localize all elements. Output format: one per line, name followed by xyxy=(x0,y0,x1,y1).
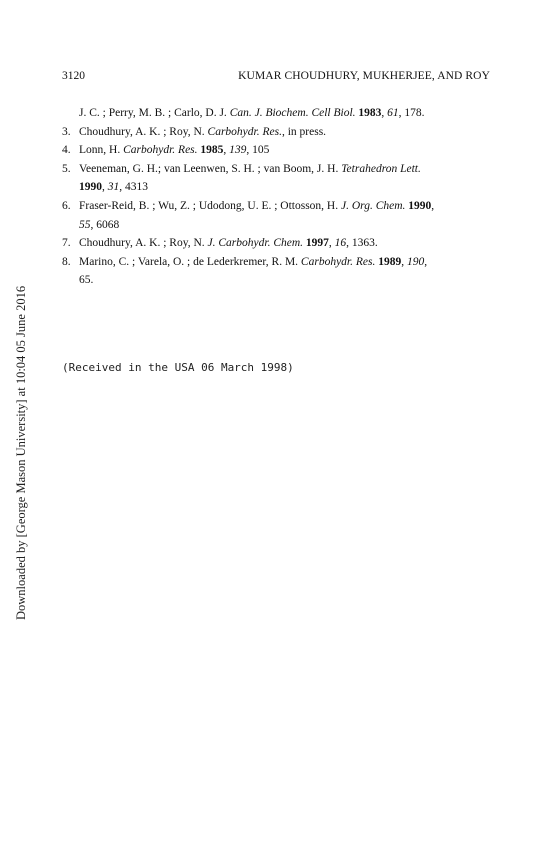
running-head-authors: KUMAR CHOUDHURY, MUKHERJEE, AND ROY xyxy=(238,70,490,82)
reference-number: 7. xyxy=(62,237,71,250)
reference-text: , xyxy=(401,255,407,268)
reference-text: 1983 xyxy=(358,107,382,119)
reference-text: Can. J. Biochem. Cell Biol. xyxy=(229,107,356,119)
reference-text: , in press. xyxy=(281,125,327,138)
reference-text: 55 xyxy=(79,218,91,231)
reference-text: 190 xyxy=(406,255,425,268)
reference-text: , xyxy=(102,181,108,194)
download-notice: Downloaded by [George Mason University] at 10:04 05 June 2016 xyxy=(14,285,28,620)
reference-number: 8. xyxy=(62,255,71,268)
reference-text: , xyxy=(431,199,435,212)
reference-text: , xyxy=(381,107,388,119)
reference-text: J. C. ; Perry, M. B. ; Carlo, D. J. xyxy=(79,107,230,119)
reference-text: Carbohydr. Res. xyxy=(207,125,282,138)
reference-text: , xyxy=(328,237,335,250)
reference-number: 5. xyxy=(62,162,71,175)
page-number: 3120 xyxy=(62,70,85,82)
reference-text: , 178. xyxy=(398,107,425,119)
reference-text: 65. xyxy=(79,274,94,287)
reference-number: 6. xyxy=(62,199,71,212)
reference-number: 4. xyxy=(62,144,71,157)
reference-text: 1985 xyxy=(200,144,224,157)
reference-line xyxy=(62,234,492,253)
reference-line xyxy=(62,216,492,235)
reference-text: Choudhury, A. K. ; Roy, N. xyxy=(79,125,208,138)
reference-text: , 4313 xyxy=(119,181,148,194)
reference-text: Veeneman, G. H.; van Leenwen, S. H. ; van Boom, J. H. xyxy=(79,162,342,175)
reference-line xyxy=(62,160,492,179)
reference-line xyxy=(62,253,492,272)
reference-text: , 105 xyxy=(246,144,270,157)
reference-text: 31 xyxy=(107,181,120,194)
reference-text: , xyxy=(223,144,230,157)
received-date: (Received in the USA 06 March 1998) xyxy=(62,361,294,374)
reference-line xyxy=(62,123,492,142)
reference-line xyxy=(62,141,492,160)
reference-text: 1990 xyxy=(408,199,432,212)
reference-text: J. Org. Chem. xyxy=(340,199,406,212)
reference-text: 16 xyxy=(334,237,347,250)
reference-text: 1997 xyxy=(305,237,329,250)
reference-text: , xyxy=(424,255,428,268)
reference-line xyxy=(62,178,492,197)
reference-text: Choudhury, A. K. ; Roy, N. xyxy=(79,237,208,250)
reference-number: 3. xyxy=(62,125,71,138)
reference-text: 1990 xyxy=(79,181,102,194)
reference-text: , 1363. xyxy=(346,237,378,250)
reference-line xyxy=(62,197,492,216)
reference-line xyxy=(62,104,492,123)
reference-text: Tetrahedron Lett. xyxy=(341,162,421,175)
reference-text: Lonn, H. xyxy=(79,144,124,157)
reference-text: 61 xyxy=(387,107,399,119)
reference-text: Fraser-Reid, B. ; Wu, Z. ; Udodong, U. E. ; Ottosson, H. xyxy=(79,199,341,212)
reference-text: , 6068 xyxy=(90,218,120,231)
reference-text: Carbohydr. Res. xyxy=(300,255,376,268)
reference-line xyxy=(62,271,492,290)
reference-text: 1989 xyxy=(378,255,402,268)
reference-list xyxy=(62,104,492,290)
reference-text: J. Carbohydr. Chem. xyxy=(207,237,304,250)
reference-text: Marino, C. ; Varela, O. ; de Lederkremer, R. M. xyxy=(79,255,301,268)
reference-text: 139 xyxy=(229,144,247,157)
reference-text: Carbohydr. Res. xyxy=(123,144,198,157)
